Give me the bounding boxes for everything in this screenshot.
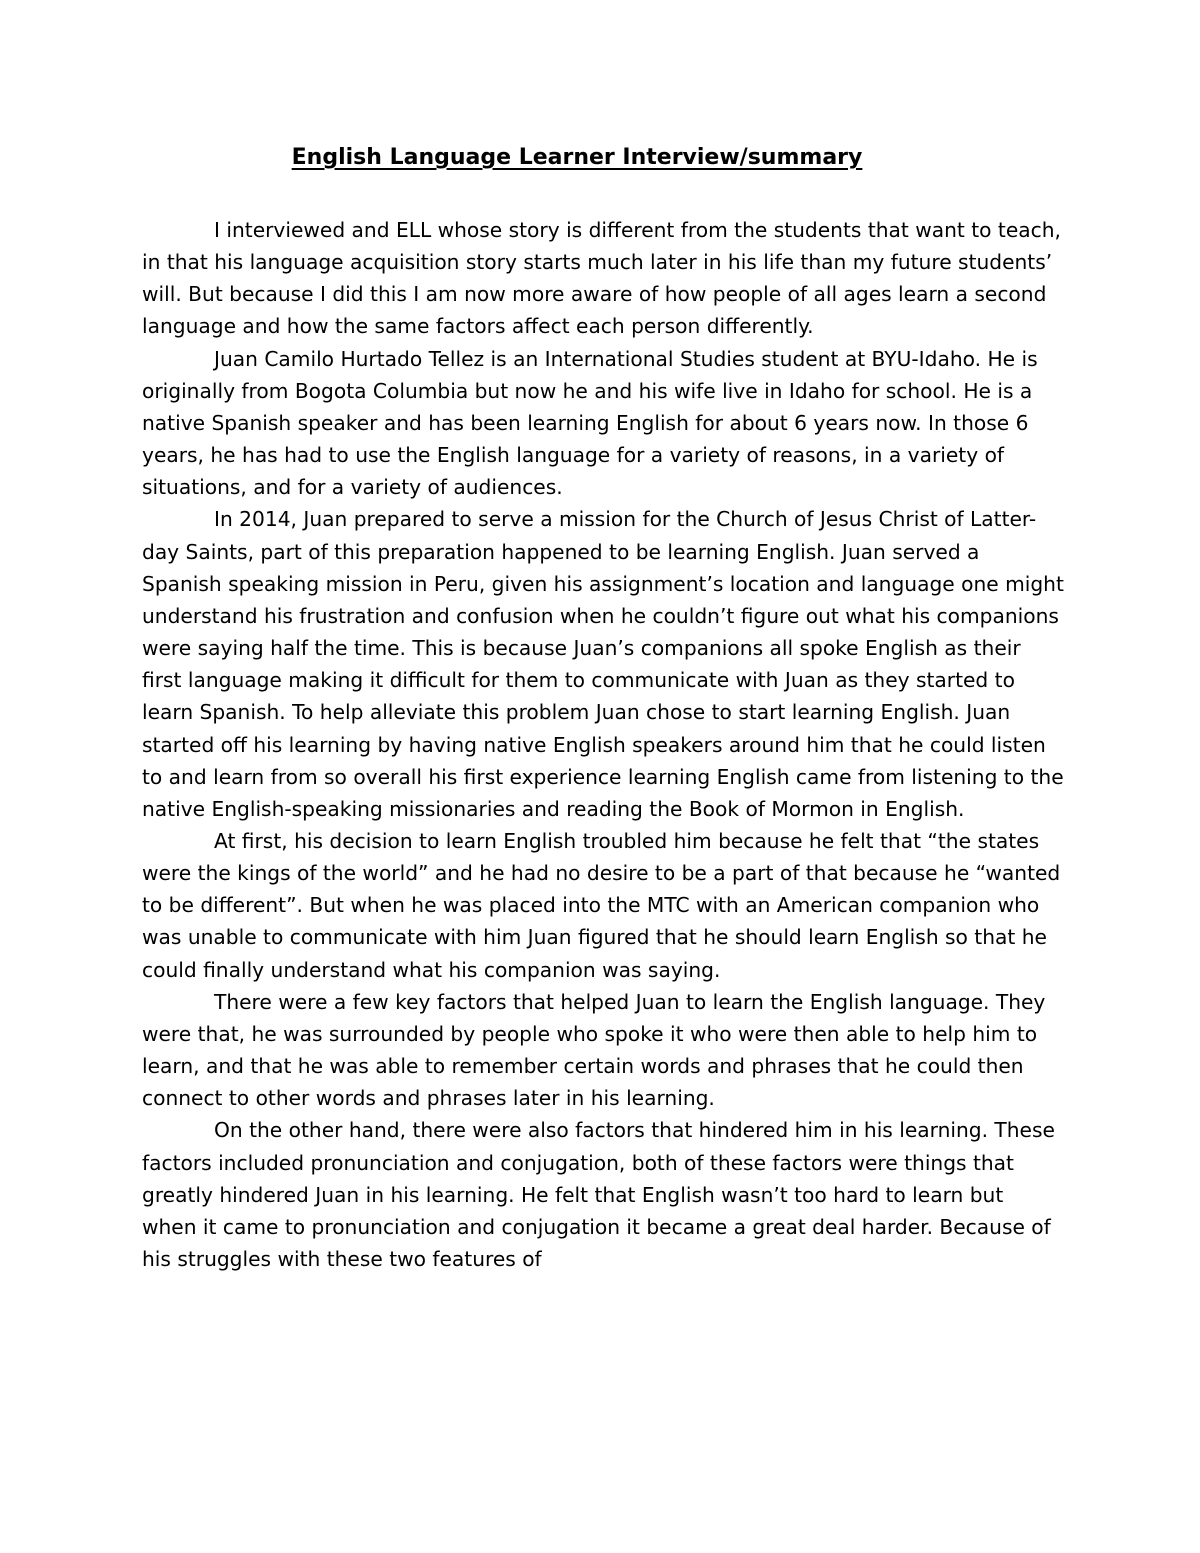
document-title: English Language Learner Interview/summary [291, 145, 863, 170]
paragraph-background: Juan Camilo Hurtado Tellez is an International Studies student at BYU-Idaho. He is originally from Bogota Columbia but now he and his wife live in Idaho for school. He is a native Spanish speaker and has been learning English for about 6 years now. In those 6 years, he has had to use the English language for a variety of reasons, in a variety of situations, and for a variety of audiences. [142, 346, 1038, 500]
document-body [142, 214, 1064, 1275]
paragraph-mission: In 2014, Juan prepared to serve a mission for the Church of Jesus Christ of Latter-day Saints, part of this preparation happened to be learning English. Juan served a Spanish speaking mission in Peru, given his assignment’s location and language one might understand his frustration and confusion when he couldn’t figure out what his companions were saying half the time. This is because Juan’s companions all spoke English as their first language making it difficult for them to communicate with Juan as they started to learn Spanish. To help alleviate this problem Juan chose to start learning English. Juan started off his learning by having native English speakers around him that he could listen to and learn from so overall his first experience learning English came from listening to the native English-speaking missionaries and reading the Book of Mormon in English. [142, 507, 1064, 821]
paragraph-helping-factors: There were a few key factors that helped Juan to learn the English language. They were that, he was surrounded by people who spoke it who were then able to help him to learn, and that he was able to remember certain words and phrases that he could then connect to other words and phrases later in his learning. [142, 989, 1046, 1111]
paragraph-hindering-factors: On the other hand, there were also factors that hindered him in his learning. These factors included pronunciation and conjugation, both of these factors were things that greatly hindered Juan in his learning. He felt that English wasn’t too hard to learn but when it came to pronunciation and conjugation it became a great deal harder. Because of his struggles with these two features of [142, 1118, 1055, 1271]
paragraph-decision: At first, his decision to learn English troubled him because he felt that “the states were the kings of the world” and he had no desire to be a part of that because he “wanted to be different”. But when he was placed into the MTC with an American companion who was unable to communicate with him Juan figured that he should learn English so that he could finally understand what his companion was saying. [142, 828, 1061, 982]
paragraph-intro: I interviewed and ELL whose story is different from the students that want to teach, in that his language acquisition story starts much later in his life than my future students’ will. But because I did this I am now more aware of how people of all ages learn a second language and how the same factors affect each person differently. [142, 218, 1061, 339]
